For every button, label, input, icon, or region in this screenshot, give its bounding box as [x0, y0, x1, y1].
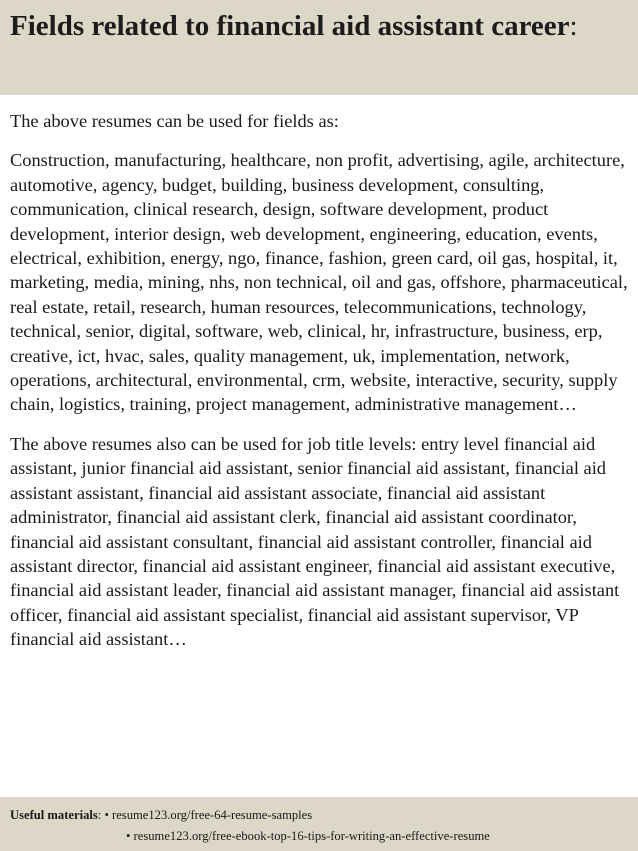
- footer-indent-spacer: [10, 826, 126, 847]
- main-content: [10, 109, 630, 652]
- title-banner: [0, 0, 638, 95]
- resume-tips-ebook-link[interactable]: • resume123.org/free-ebook-top-16-tips-for-writing-an-effective-resume: [126, 829, 490, 843]
- page-title-colon: :: [569, 10, 578, 42]
- useful-materials-footer: [0, 797, 638, 851]
- footer-row-1: [10, 805, 638, 826]
- useful-materials-label-suffix: :: [97, 808, 105, 822]
- resume-samples-link[interactable]: • resume123.org/free-64-resume-samples: [104, 808, 313, 822]
- footer-row-2: [10, 826, 638, 847]
- useful-materials-label: Useful materials: [10, 808, 98, 822]
- page-title-text: Fields related to financial aid assistant career: [10, 10, 570, 42]
- fields-list-paragraph: Construction, manufacturing, healthcare, non profit, advertising, agile, architecture, automotive, agency, budget, building, business development, consulting, communication, clinical research, design, software development, product development, interior design, web development, engineering, education, events, electrical, exhibition, energy, ngo, finance, fashion, green card, oil gas, hospital, it, marketing, media, mining, nhs, non technical, oil and gas, offshore, pharmaceutical, real estate, retail, research, human resources, telecommunications, technology, technical, senior, digital, software, web, clinical, hr, infrastructure, business, erp, creative, ict, hvac, sales, quality management, uk, implementation, network, operations, architectural, environmental, crm, website, interactive, security, supply chain, logistics, training, project management, administrative management…: [10, 150, 628, 415]
- job-levels-paragraph: The above resumes also can be used for job title levels: entry level financial aid assistant, junior financial aid assistant, senior financial aid assistant, financial aid assistant assistant, financial aid assistant associate, financial aid assistant administrator, financial aid assistant clerk, financial aid assistant coordinator, financial aid assistant consultant, financial aid assistant controller, financial aid assistant director, financial aid assistant engineer, financial aid assistant executive, financial aid assistant leader, financial aid assistant manager, financial aid assistant officer, financial aid assistant specialist, financial aid assistant supervisor, VP financial aid assistant…: [10, 433, 620, 650]
- page-title: [10, 8, 628, 45]
- intro-text: The above resumes can be used for fields as:: [10, 111, 339, 131]
